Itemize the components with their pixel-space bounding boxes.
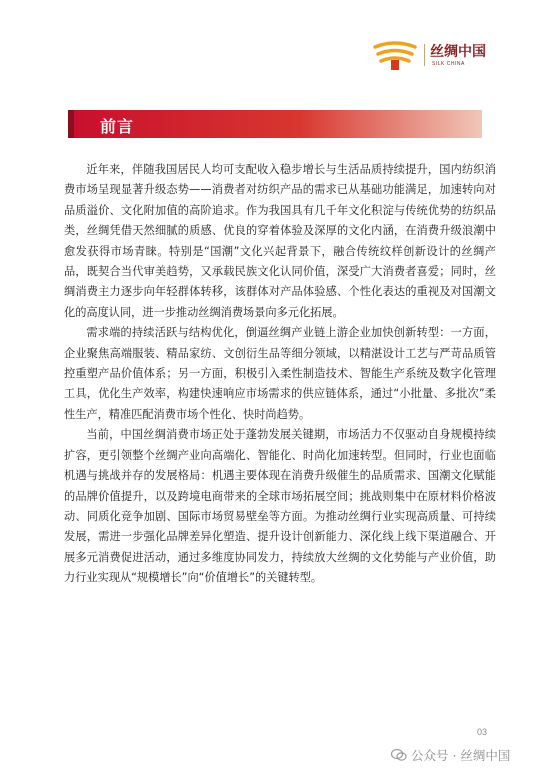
- silk-china-logo: [372, 38, 492, 74]
- preface-body: [64, 160, 496, 589]
- wechat-icon: [391, 748, 407, 762]
- watermark-text: 公众号 · 丝绸中国: [411, 748, 511, 763]
- page-number: 03: [477, 727, 488, 737]
- paragraph-2: 需求端的持续活跃与结构优化，倒逼丝绸产业链上游企业加快创新转型：一方面，企业聚焦高端服装、精品家纺、文创衍生品等细分领域，以精湛设计工艺与严苛品质管控重塑产品价值体系；另一方面，积极引入柔性制造技术、智能生产系统及数字化管理工具，优化生产效率，构建快速响应市场需求的供应链体系，通过“小批量、多批次”柔性生产，精准匹配消费市场个性化、快时尚趋势。: [64, 326, 496, 421]
- logo-divider: [424, 44, 425, 66]
- logo-subtext: SILK CHINA: [432, 61, 465, 67]
- title-band-edge: [68, 110, 74, 138]
- paragraph-3: 当前，中国丝绸消费市场正处于蓬勃发展关键期，市场活力不仅驱动自身规模持续扩容，更引领整个丝绸产业向高端化、智能化、时尚化加速转型。但同时，行业也面临机遇与挑战并存的发展格局：机遇主要体现在消费升级催生的品质需求、国潮文化赋能的品牌价值提升，以及跨境电商带来的全球市场拓展空间；挑战则集中在原材料价格波动、同质化竞争加剧、国际市场贸易壁垒等方面。为推动丝绸行业实现高质量、可持续发展，需进一步强化品牌差异化塑造、提升设计创新能力、深化线上线下渠道融合、开展多元消费促进活动，通过多维度协同发力，持续放大丝绸的文化势能与产业价值，助力行业实现从“规模增长”向“价值增长”的关键转型。: [64, 428, 496, 585]
- wechat-watermark: [391, 745, 510, 765]
- paragraph-1: 近年来，伴随我国居民人均可支配收入稳步增长与生活品质持续提升，国内纺织消费市场呈现显著升级态势——消费者对纺织产品的需求已从基础功能满足，加速转向对品质溢价、文化附加值的高阶追求。作为我国具有几千年文化积淀与传统优势的纺织品类，丝绸凭借天然细腻的质感、优良的穿着体验及深厚的文化内涵，在消费升级浪潮中愈发获得市场青睐。特别是“国潮”文化兴起背景下，融合传统纹样创新设计的丝绸产品，既契合当代审美趋势，又承载民族文化认同价值，深受广大消费者喜爱；同时，丝绸消费主力逐步向年轻群体转移，该群体对产品体验感、个性化表达的重视及对国潮文化的高度认同，进一步推动丝绸消费场景向多元化拓展。: [64, 163, 496, 319]
- silk-emblem-icon: [372, 38, 418, 72]
- section-title-band: [74, 110, 482, 138]
- logo-wordmark: 丝绸中国: [430, 44, 486, 60]
- section-title: 前言: [100, 117, 135, 136]
